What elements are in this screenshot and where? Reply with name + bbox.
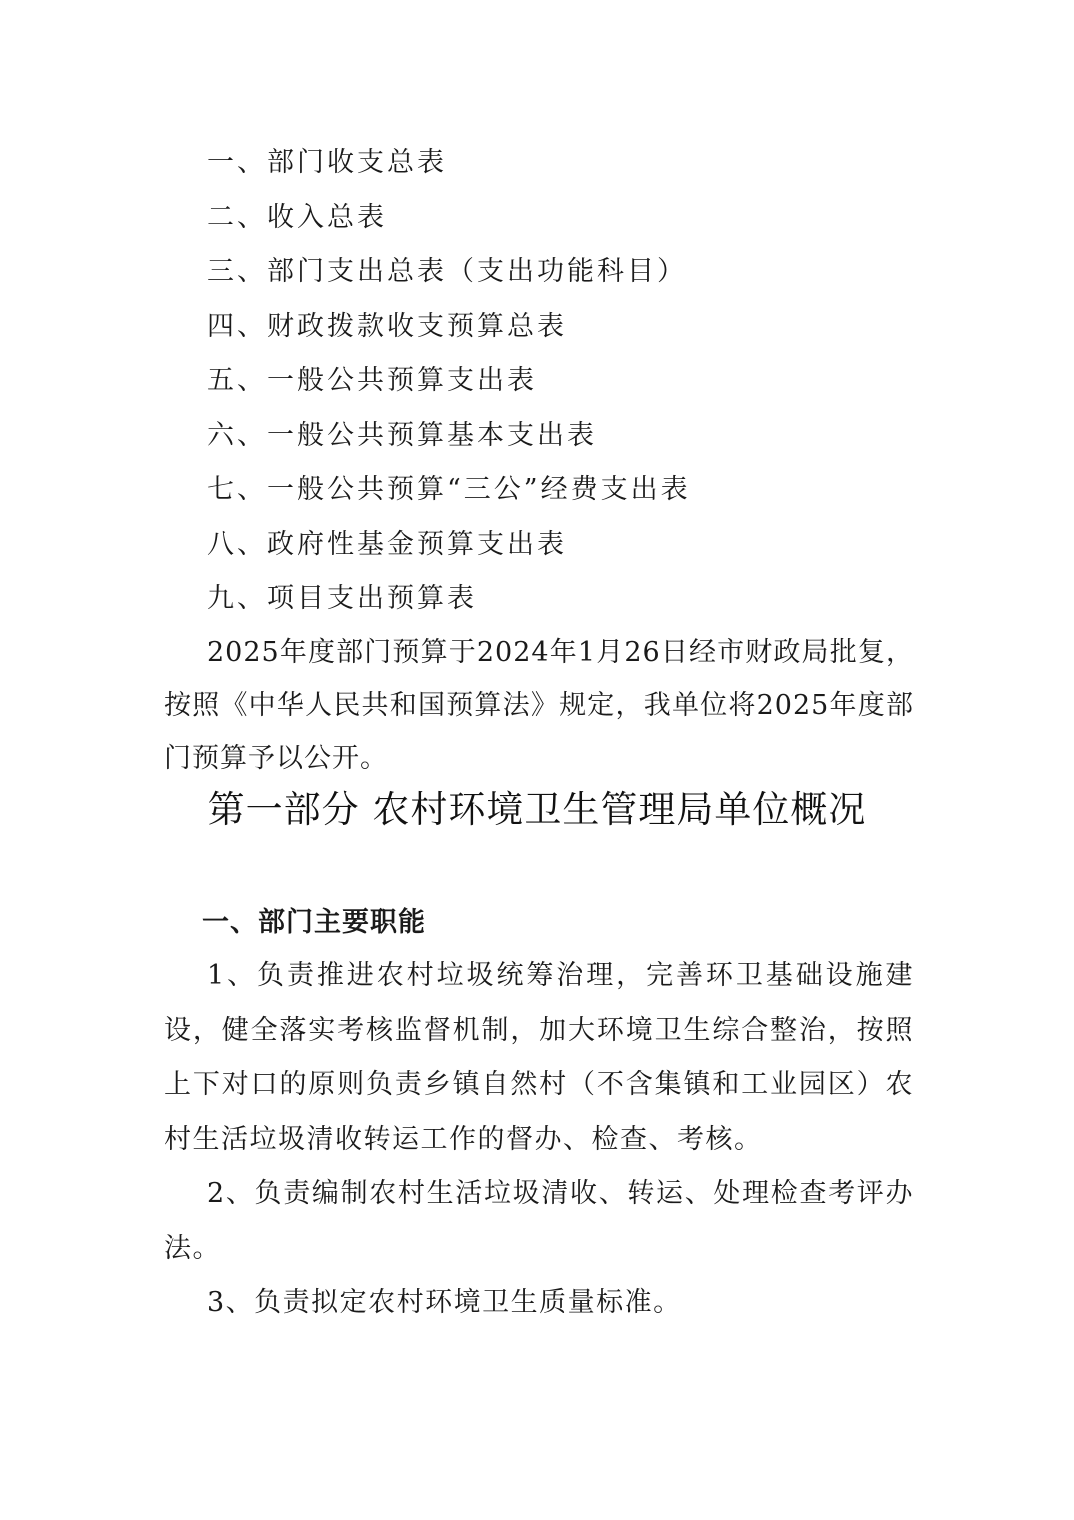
toc-item: 五、一般公共预算支出表 <box>207 365 537 396</box>
duty-paragraph-3: 3、负责拟定农村环境卫生质量标准。 <box>207 1287 682 1318</box>
toc-item: 九、项目支出预算表 <box>207 583 477 614</box>
toc-item: 一、部门收支总表 <box>207 147 447 178</box>
toc-item: 七、一般公共预算“三公”经费支出表 <box>207 474 691 505</box>
toc-item: 二、收入总表 <box>207 201 387 233</box>
table-list <box>207 136 967 627</box>
section-heading: 一、部门主要职能 <box>202 907 426 938</box>
intro-paragraph: 2025年度部门预算于2024年1月26日经市财政局批复，按照《中华人民共和国预算法》规定，我单位将2025年度部门预算予以公开。 <box>164 637 914 774</box>
duty-paragraph-2: 2、负责编制农村生活垃圾清收、转运、处理检查考评办法。 <box>164 1178 914 1264</box>
toc-item: 四、财政拨款收支预算总表 <box>207 310 567 342</box>
toc-item: 三、部门支出总表（支出功能科目） <box>207 256 687 287</box>
duty-paragraph-1: 1、负责推进农村垃圾统筹治理，完善环卫基础设施建设，健全落实考核监督机制，加大环境卫生综合整治，按照上下对口的原则负责乡镇自然村（不含集镇和工业园区）农村生活垃圾清收转运工作的督办、检查、考核。 <box>164 960 914 1155</box>
part-title: 第一部分 农村环境卫生管理局单位概况 <box>207 788 867 831</box>
toc-item: 八、政府性基金预算支出表 <box>207 528 567 560</box>
toc-item: 六、一般公共预算基本支出表 <box>207 419 597 451</box>
